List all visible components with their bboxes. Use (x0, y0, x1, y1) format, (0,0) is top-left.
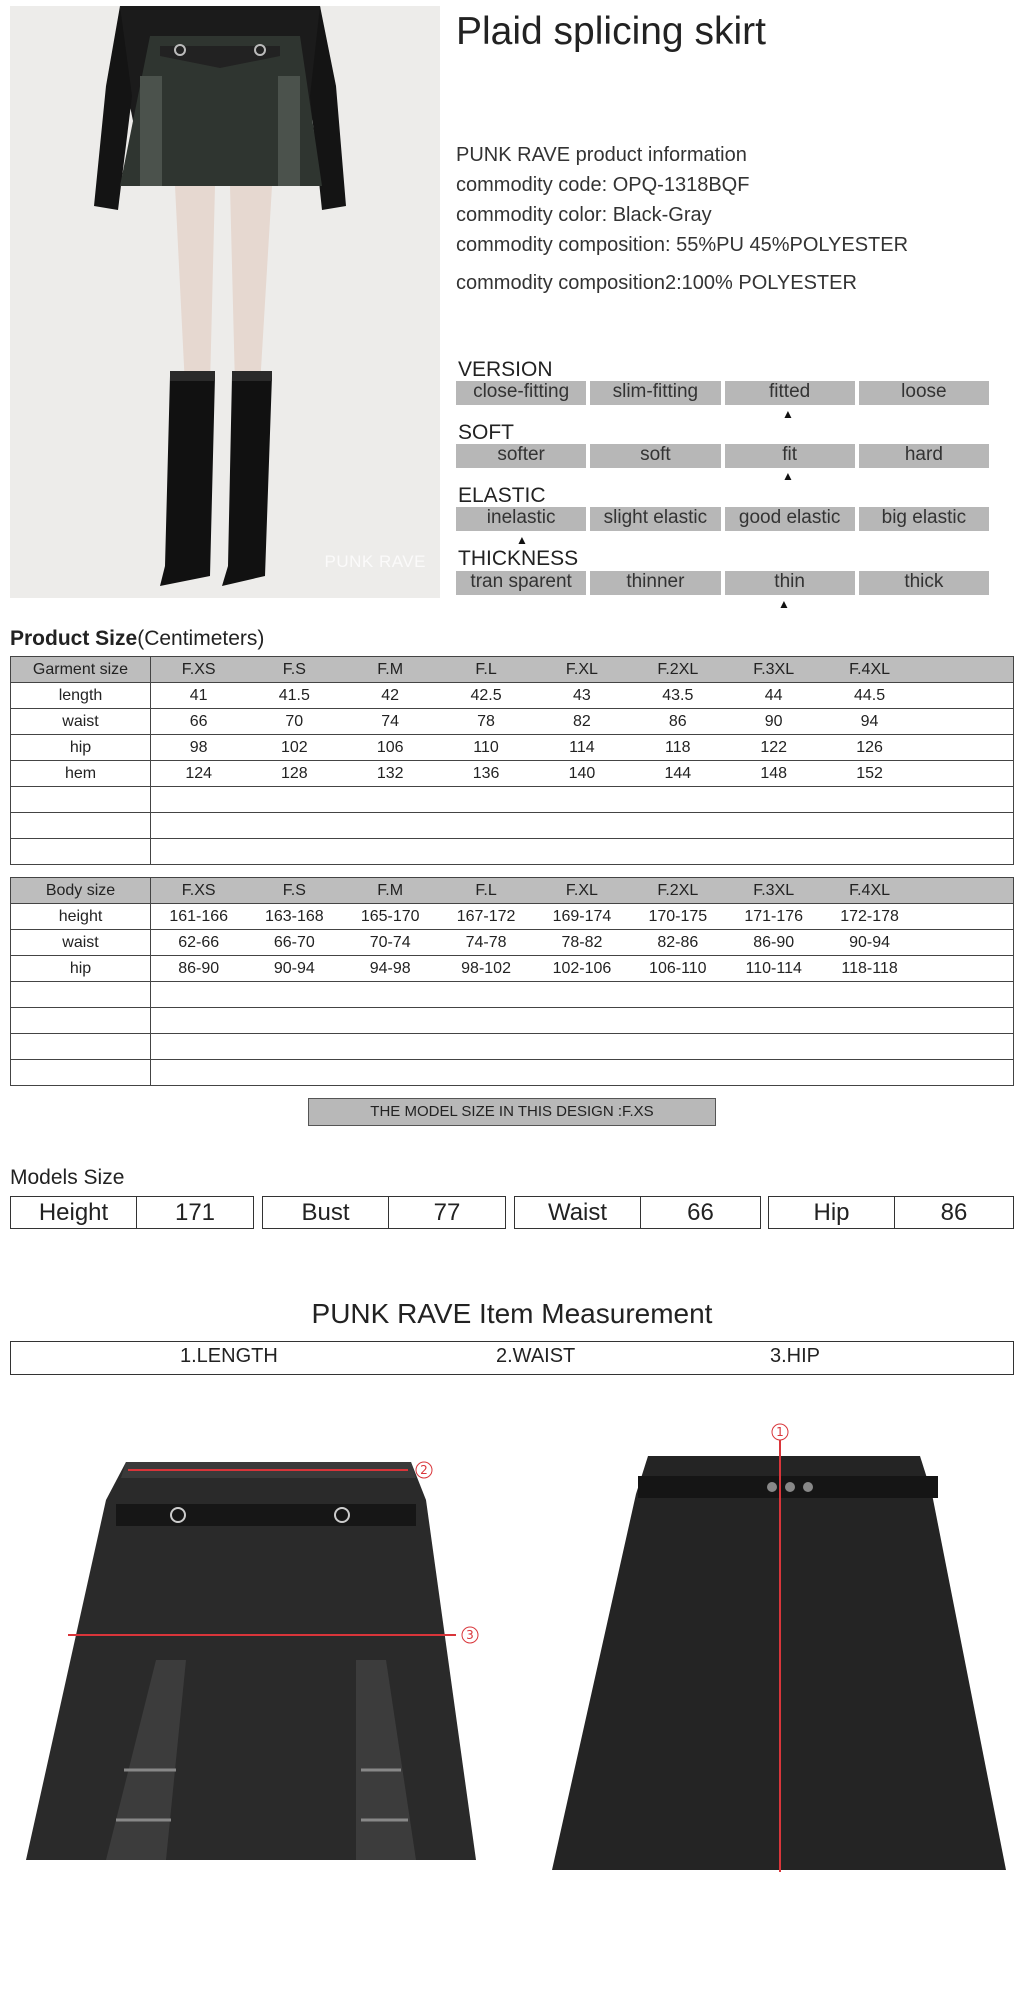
table-cell: 152 (822, 761, 918, 787)
attr-option: big elastic (859, 507, 989, 531)
table-cell: 70-74 (342, 930, 438, 956)
attr-version-scale (456, 381, 989, 405)
table-cell: 78-82 (534, 930, 630, 956)
table-spacer-cell (918, 878, 1014, 904)
table-cell: 106 (342, 735, 438, 761)
table-cell: 43.5 (630, 683, 726, 709)
table-cell: 74 (342, 709, 438, 735)
attr-option: hard (859, 444, 989, 468)
table-header-cell: F.3XL (726, 657, 822, 683)
table-cell: 94 (822, 709, 918, 735)
skirt-front-diagram (16, 1440, 491, 1880)
model-key: Hip (769, 1197, 895, 1228)
table-row-empty (11, 982, 1014, 1008)
table-row-empty (11, 813, 1014, 839)
marker-triangle-icon: ▲ (778, 597, 790, 611)
skirt-back-diagram (540, 1420, 1012, 1880)
table-header-cell: F.XS (151, 657, 247, 683)
product-title: Plaid splicing skirt (456, 10, 766, 53)
table-cell: 44 (726, 683, 822, 709)
marker-triangle-icon: ▲ (516, 533, 528, 547)
table-header-cell: F.XL (534, 878, 630, 904)
attr-option: thick (859, 571, 989, 595)
product-size-title: Product Size (10, 627, 138, 650)
table-spacer-cell (918, 930, 1014, 956)
table-row (11, 735, 1014, 761)
callout-2: 2 (420, 1463, 428, 1477)
marker-triangle-icon: ▲ (782, 407, 794, 421)
table-cell: height (11, 904, 151, 930)
table-cell: 41 (151, 683, 247, 709)
info-line: commodity composition: 55%PU 45%POLYESTER (456, 234, 909, 256)
table-cell: 82 (534, 709, 630, 735)
model-illustration (10, 6, 440, 598)
table-cell: 122 (726, 735, 822, 761)
table-cell: 102 (246, 735, 342, 761)
table-cell: 43 (534, 683, 630, 709)
table-header-cell: F.4XL (822, 878, 918, 904)
table-header-cell: F.2XL (630, 657, 726, 683)
table-cell: 82-86 (630, 930, 726, 956)
model-key: Waist (515, 1197, 641, 1228)
table-header-cell: F.M (342, 657, 438, 683)
callout-1: 1 (776, 1425, 784, 1439)
measurement-item: 1.LENGTH (180, 1345, 278, 1367)
table-row (11, 683, 1014, 709)
table-cell: length (11, 683, 151, 709)
table-header-cell: F.2XL (630, 878, 726, 904)
model-size-note: THE MODEL SIZE IN THIS DESIGN :F.XS (308, 1098, 716, 1126)
table-row (11, 904, 1014, 930)
measurement-title: PUNK RAVE Item Measurement (311, 1298, 713, 1329)
table-spacer-cell (918, 709, 1014, 735)
table-cell: 128 (246, 761, 342, 787)
attr-thickness-title: THICKNESS (458, 547, 579, 570)
table-cell: 132 (342, 761, 438, 787)
table-cell: 163-168 (246, 904, 342, 930)
info-line: commodity code: OPQ-1318BQF (456, 174, 750, 196)
attr-option: fitted (725, 381, 855, 405)
table-cell: hem (11, 761, 151, 787)
table-row (11, 761, 1014, 787)
table-cell: 62-66 (151, 930, 247, 956)
table-cell: 42.5 (438, 683, 534, 709)
models-size-label: Models Size (10, 1166, 125, 1189)
attr-option: good elastic (725, 507, 855, 531)
table-cell: 66-70 (246, 930, 342, 956)
attr-option: fit (725, 444, 855, 468)
table-header-cell: Garment size (11, 657, 151, 683)
product-size-unit: (Centimeters) (137, 627, 265, 650)
model-value: 86 (940, 1199, 968, 1226)
attr-elastic-scale (456, 507, 989, 531)
table-cell: 78 (438, 709, 534, 735)
table-spacer-cell (918, 761, 1014, 787)
table-header-cell: F.S (246, 657, 342, 683)
table-cell: 161-166 (151, 904, 247, 930)
table-cell: 42 (342, 683, 438, 709)
table-cell: hip (11, 956, 151, 982)
garment-size-table (10, 656, 1014, 865)
table-row-empty (11, 1034, 1014, 1060)
table-spacer-cell (918, 657, 1014, 683)
table-spacer-cell (918, 956, 1014, 982)
model-value: 66 (687, 1199, 714, 1226)
table-cell: 106-110 (630, 956, 726, 982)
table-cell: 98 (151, 735, 247, 761)
table-header-row (11, 657, 1014, 683)
table-cell: 90-94 (822, 930, 918, 956)
attr-option: slim-fitting (590, 381, 720, 405)
attr-option: close-fitting (456, 381, 586, 405)
table-header-cell: F.S (246, 878, 342, 904)
table-cell: 110 (438, 735, 534, 761)
table-cell: 86 (630, 709, 726, 735)
table-row-empty (11, 839, 1014, 865)
table-spacer-cell (918, 904, 1014, 930)
table-cell: 70 (246, 709, 342, 735)
table-cell: 170-175 (630, 904, 726, 930)
attr-option: slight elastic (590, 507, 720, 531)
table-header-cell: F.XS (151, 878, 247, 904)
attr-option: softer (456, 444, 586, 468)
table-header-cell: F.XL (534, 657, 630, 683)
table-cell: 118-118 (822, 956, 918, 982)
model-value: 171 (174, 1199, 216, 1226)
attr-option: inelastic (456, 507, 586, 531)
table-cell: 66 (151, 709, 247, 735)
table-cell: 169-174 (534, 904, 630, 930)
table-cell: 172-178 (822, 904, 918, 930)
marker-triangle-icon: ▲ (782, 469, 794, 483)
info-line: commodity color: Black-Gray (456, 204, 712, 226)
attr-thickness-scale (456, 571, 989, 595)
table-cell: 94-98 (342, 956, 438, 982)
attr-option: thinner (590, 571, 720, 595)
model-hip-box (768, 1196, 1014, 1229)
info-line: PUNK RAVE product information (456, 144, 747, 166)
table-cell: 44.5 (822, 683, 918, 709)
model-bust-box (262, 1196, 506, 1229)
table-header-cell: F.4XL (822, 657, 918, 683)
table-cell: 167-172 (438, 904, 534, 930)
table-row (11, 709, 1014, 735)
model-value: 77 (433, 1199, 461, 1226)
table-cell: 165-170 (342, 904, 438, 930)
body-size-table (10, 877, 1014, 1086)
attr-option: loose (859, 381, 989, 405)
model-height-box (10, 1196, 254, 1229)
table-header-cell: F.M (342, 878, 438, 904)
table-cell: 144 (630, 761, 726, 787)
table-cell: 90 (726, 709, 822, 735)
table-cell: 118 (630, 735, 726, 761)
model-key: Height (11, 1197, 137, 1228)
table-header-cell: F.3XL (726, 878, 822, 904)
attr-option: thin (725, 571, 855, 595)
table-cell: waist (11, 930, 151, 956)
table-row-empty (11, 1060, 1014, 1086)
table-header-cell: F.L (438, 878, 534, 904)
attr-soft-title: SOFT (458, 421, 514, 444)
attr-version-title: VERSION (458, 358, 553, 381)
attr-elastic-title: ELASTIC (458, 484, 546, 507)
measurement-item: 3.HIP (770, 1345, 821, 1367)
table-cell: 41.5 (246, 683, 342, 709)
table-cell: 90-94 (246, 956, 342, 982)
product-photo (10, 6, 440, 598)
table-cell: 114 (534, 735, 630, 761)
table-row-empty (11, 787, 1014, 813)
table-cell: 140 (534, 761, 630, 787)
table-spacer-cell (918, 683, 1014, 709)
attr-option: tran sparent (456, 571, 586, 595)
table-row-empty (11, 1008, 1014, 1034)
table-cell: 74-78 (438, 930, 534, 956)
callout-3: 3 (466, 1628, 474, 1642)
table-cell: 86-90 (726, 930, 822, 956)
table-cell: 110-114 (726, 956, 822, 982)
measurement-item: 2.WAIST (496, 1345, 576, 1367)
table-cell: hip (11, 735, 151, 761)
table-cell: 171-176 (726, 904, 822, 930)
table-cell: 126 (822, 735, 918, 761)
watermark: PUNK RAVE (324, 552, 426, 571)
table-cell: 98-102 (438, 956, 534, 982)
table-cell: 102-106 (534, 956, 630, 982)
model-key: Bust (263, 1197, 389, 1228)
attr-soft-scale (456, 444, 989, 468)
product-size-heading (10, 627, 264, 651)
table-spacer-cell (918, 735, 1014, 761)
table-cell: waist (11, 709, 151, 735)
info-line: commodity composition2:100% POLYESTER (456, 272, 857, 294)
table-cell: 136 (438, 761, 534, 787)
table-cell: 86-90 (151, 956, 247, 982)
table-row (11, 956, 1014, 982)
attr-option: soft (590, 444, 720, 468)
table-cell: 148 (726, 761, 822, 787)
table-header-cell: Body size (11, 878, 151, 904)
table-cell: 124 (151, 761, 247, 787)
model-waist-box (514, 1196, 761, 1229)
table-header-row (11, 878, 1014, 904)
table-row (11, 930, 1014, 956)
table-header-cell: F.L (438, 657, 534, 683)
